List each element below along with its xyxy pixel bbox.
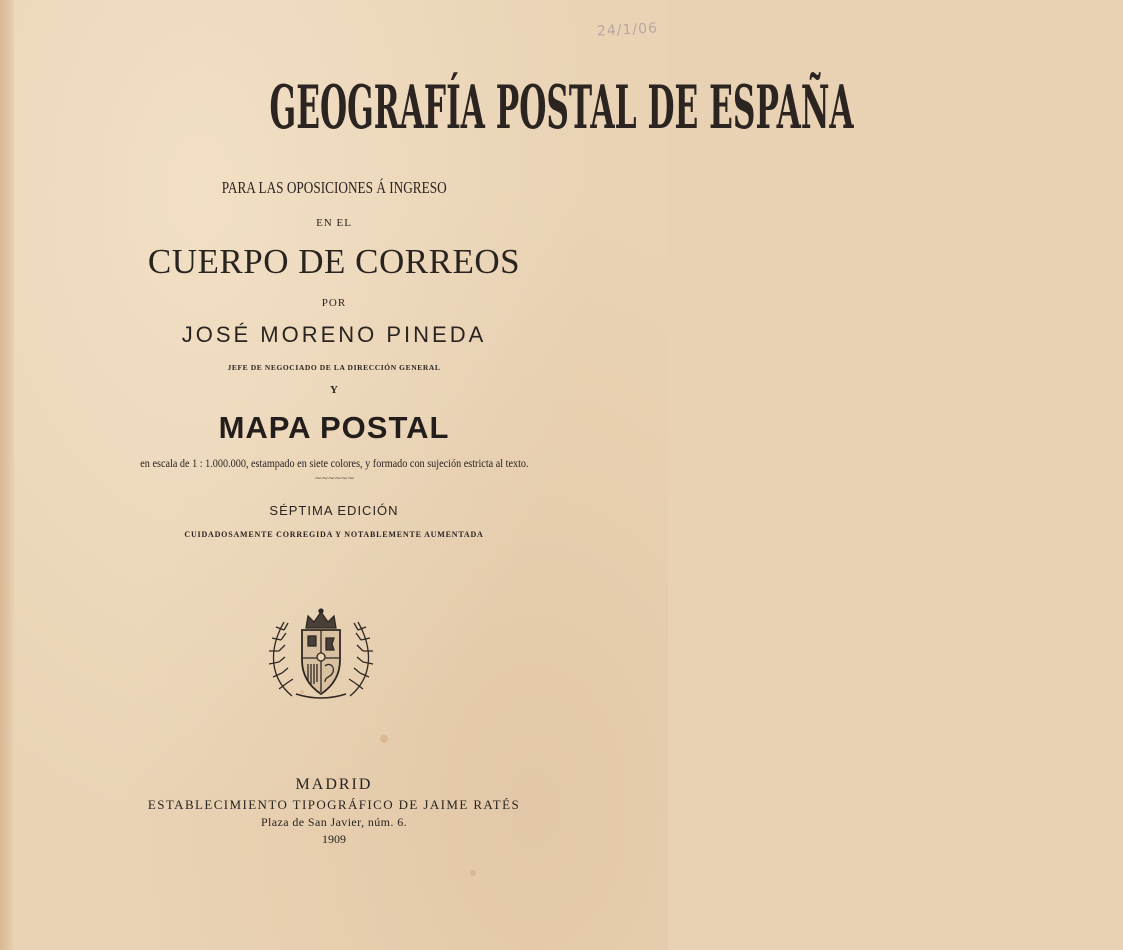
subtitle: PARA LAS OPOSICIONES Á INGRESO (221, 178, 447, 197)
wavy-ornament: ~~~~~~ (314, 474, 354, 484)
author-role: JEFE DE NEGOCIADO DE LA DIRECCIÓN GENERAL (227, 363, 441, 372)
edition: SÉPTIMA EDICIÓN (269, 503, 399, 518)
book-title: GEOGRAFÍA POSTAL DE ESPAÑA (269, 73, 854, 143)
book-title-line (0, 73, 854, 143)
connector-por: POR (321, 297, 347, 309)
author-name: JOSÉ MORENO PINEDA (181, 322, 487, 347)
imprint-publisher: ESTABLECIMIENTO TIPOGRÁFICO DE JAIME RATÉS (147, 797, 521, 812)
map-description: en escala de 1 : 1.000.000, estampado en siete colores, y formado con sujeción estricta al texto. (139, 456, 529, 470)
map-description-line (0, 454, 668, 472)
imprint-year: 1909 (322, 832, 346, 846)
map-title: MAPA POSTAL (218, 410, 450, 445)
connector-en-el: EN EL (316, 217, 352, 229)
conjunction: Y (330, 384, 338, 396)
handwritten-note: 24/1/06 (596, 20, 659, 40)
edition-description: CUIDADOSAMENTE CORREGIDA Y NOTABLEMENTE AUMENTADA (184, 530, 484, 539)
body-name: CUERPO DE CORREOS (147, 242, 521, 281)
foxing-spot (470, 870, 476, 876)
imprint-address: Plaza de San Javier, núm. 6. (260, 815, 408, 829)
coat-of-arms-icon (262, 608, 380, 702)
imprint-city: MADRID (295, 776, 373, 793)
foxing-spot (380, 735, 388, 743)
subtitle-line (0, 178, 668, 198)
